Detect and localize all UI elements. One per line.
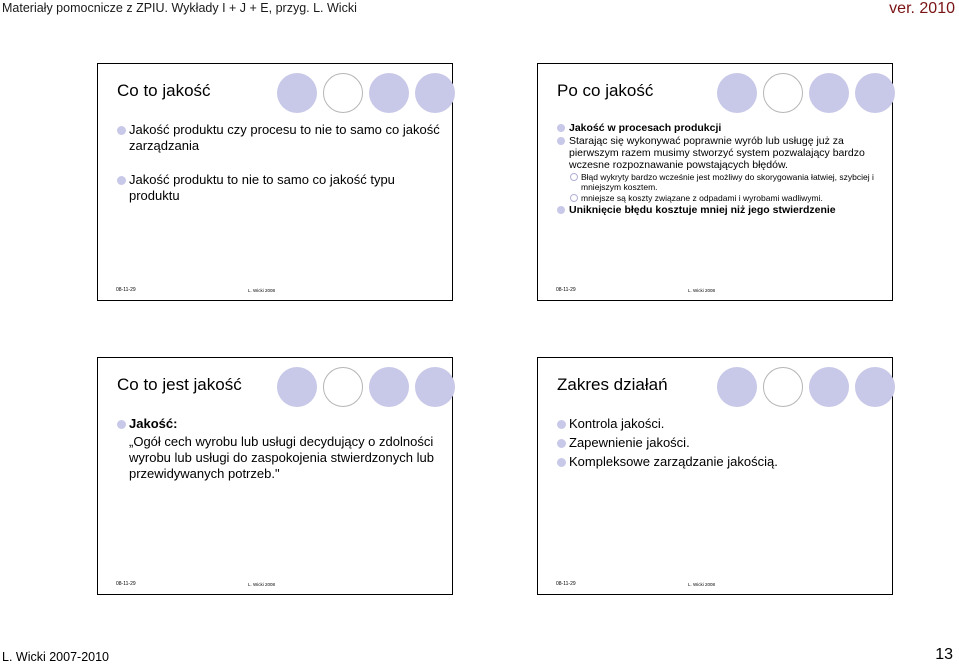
decorative-circles [717, 367, 897, 407]
list-item: Kontrola jakości. [557, 416, 880, 432]
decorative-circles [277, 367, 457, 407]
list-item: Jakość: [117, 416, 440, 432]
decorative-circles [717, 73, 897, 113]
circle-icon [717, 367, 757, 407]
bullet-list [117, 416, 440, 482]
slide-author: L. Wicki 2008 [688, 288, 716, 293]
list-item: Zapewnienie jakości. [557, 435, 880, 451]
slide-date: 08-11-29 [556, 581, 576, 587]
circle-icon [369, 73, 409, 113]
circle-icon [809, 367, 849, 407]
page-header-title: Materiały pomocnicze z ZPIU. Wykłady I + J + E, przyg. L. Wicki [2, 1, 357, 15]
slide-author: L. Wicki 2008 [688, 582, 716, 587]
sub-list-item: Błąd wykryty bardzo wcześnie jest możliwy do skorygowania łatwiej, szybciej i mniejszym kosztem. [557, 172, 880, 192]
circle-icon [277, 73, 317, 113]
slide-1 [97, 63, 453, 301]
list-item: Kompleksowe zarządzanie jakością. [557, 454, 880, 470]
circle-icon [717, 73, 757, 113]
circle-icon [855, 73, 895, 113]
list-item: Starając się wykonywać poprawnie wyrób lub usługę już za pierwszym razem musimy stworzyć system pozwalający bardzo wczesne rozpoznawanie powstających błędów. [557, 135, 880, 171]
slide-date: 08-11-29 [116, 581, 136, 587]
circle-icon [809, 73, 849, 113]
slide-title: Po co jakość [557, 81, 654, 100]
slide-title: Co to jakość [117, 81, 211, 100]
circle-icon [277, 367, 317, 407]
page-number: 13 [935, 646, 953, 663]
list-item: Jakość w procesach produkcji [557, 122, 880, 134]
list-item: Uniknięcie błędu kosztuje mniej niż jego stwierdzenie [557, 204, 880, 216]
definition-text: „Ogół cech wyrobu lub usługi decydujący o zdolności wyrobu lub usługi do zaspokojenia stwierdzonych lub przewidywanych potrzeb." [129, 434, 434, 481]
circle-icon [763, 73, 803, 113]
circle-icon [763, 367, 803, 407]
slide-title: Co to jest jakość [117, 375, 242, 394]
slide-author: L. Wicki 2008 [248, 288, 276, 293]
sub-list-item: mniejsze są koszty związane z odpadami i wyrobami wadliwymi. [557, 193, 880, 203]
slide-date: 08-11-29 [556, 287, 576, 293]
decorative-circles [277, 73, 457, 113]
circle-icon [415, 73, 455, 113]
slide-3 [97, 357, 453, 595]
page-footer-author: L. Wicki 2007-2010 [2, 650, 110, 664]
slide-2 [537, 63, 893, 301]
circle-icon [415, 367, 455, 407]
slide-4 [537, 357, 893, 595]
bullet-list [557, 416, 880, 473]
circle-icon [323, 367, 363, 407]
slide-author: L. Wicki 2008 [248, 582, 276, 587]
list-item: Jakość produktu to nie to samo co jakość typu produktu [117, 172, 440, 204]
circle-icon [855, 367, 895, 407]
bullet-list [117, 122, 440, 222]
list-item: Jakość produktu czy procesu to nie to samo co jakość zarządzania [117, 122, 440, 154]
version-label: ver. 2010 [889, 0, 955, 17]
circle-icon [323, 73, 363, 113]
circle-icon [369, 367, 409, 407]
bullet-list [557, 122, 880, 217]
slide-title: Zakres działań [557, 375, 668, 394]
slide-date: 08-11-29 [116, 287, 136, 293]
